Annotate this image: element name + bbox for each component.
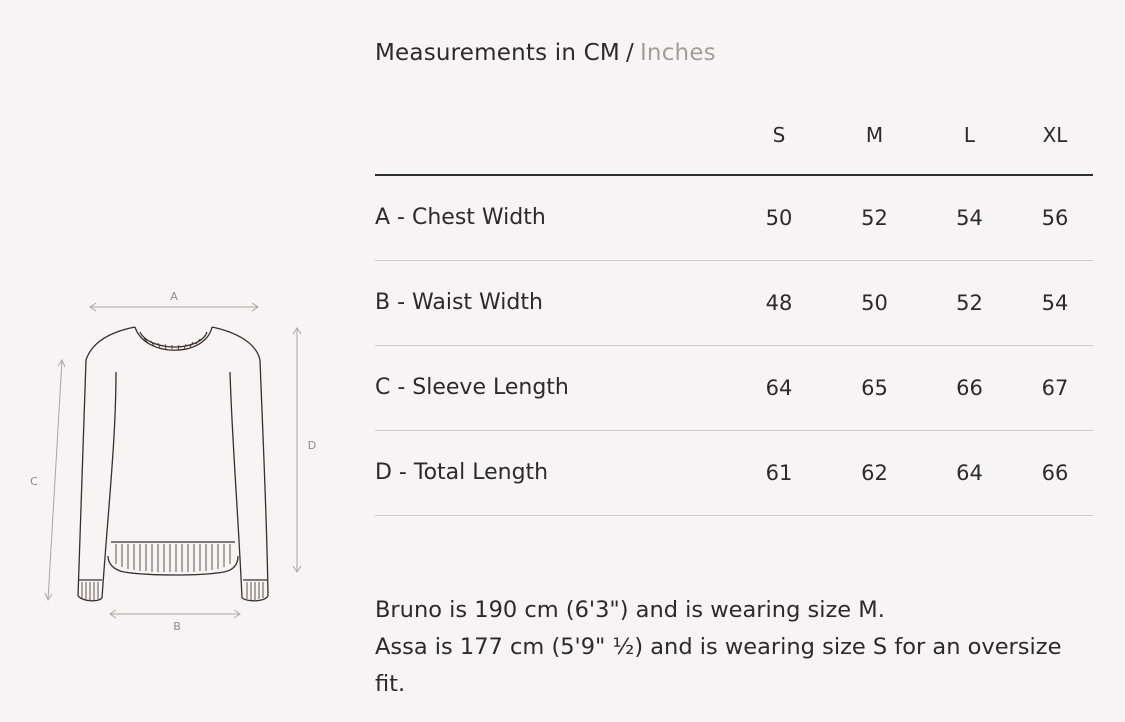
table-cell: 66 <box>922 345 1017 430</box>
column-header-xl: XL <box>1017 95 1093 175</box>
table-cell: 61 <box>731 430 827 515</box>
dimension-label-c: C <box>30 475 38 488</box>
unit-separator: / <box>625 40 634 66</box>
table-cell: 48 <box>731 260 827 345</box>
row-label: B - Waist Width <box>375 260 731 345</box>
table-cell: 54 <box>1017 260 1093 345</box>
sweater-outline <box>78 327 268 601</box>
table-header-row <box>375 95 1093 175</box>
header-blank <box>375 95 731 175</box>
row-label: C - Sleeve Length <box>375 345 731 430</box>
unit-cm-option[interactable]: Measurements in CM <box>375 40 620 66</box>
table-row-total-length <box>375 430 1093 515</box>
table-cell: 56 <box>1017 175 1093 260</box>
table-cell: 50 <box>731 175 827 260</box>
fit-note-assa: Assa is 177 cm (5'9" ½) and is wearing size S for an oversize fit. <box>375 634 1062 697</box>
sweater-illustration <box>20 280 330 640</box>
sweater-diagram <box>20 280 330 640</box>
row-label: D - Total Length <box>375 430 731 515</box>
table-cell: 67 <box>1017 345 1093 430</box>
table-row-waist-width <box>375 260 1093 345</box>
fit-note-bruno: Bruno is 190 cm (6'3") and is wearing size M. <box>375 597 885 623</box>
table-row-chest-width <box>375 175 1093 260</box>
table-cell: 66 <box>1017 430 1093 515</box>
dimension-label-b: B <box>173 620 181 633</box>
table-cell: 54 <box>922 175 1017 260</box>
column-header-l: L <box>922 95 1017 175</box>
table-cell: 52 <box>922 260 1017 345</box>
row-label: A - Chest Width <box>375 175 731 260</box>
column-header-m: M <box>827 95 922 175</box>
table-cell: 65 <box>827 345 922 430</box>
dimension-label-a: A <box>170 290 178 303</box>
table-cell: 64 <box>731 345 827 430</box>
table-cell: 62 <box>827 430 922 515</box>
table-cell: 64 <box>922 430 1017 515</box>
model-fit-notes <box>375 592 1075 703</box>
measurement-unit-toggle <box>375 40 716 66</box>
table-cell: 50 <box>827 260 922 345</box>
table-cell: 52 <box>827 175 922 260</box>
table-row-sleeve-length <box>375 345 1093 430</box>
unit-inches-option[interactable]: Inches <box>639 40 716 66</box>
column-header-s: S <box>731 95 827 175</box>
size-chart-table <box>375 95 1093 516</box>
dimension-label-d: D <box>307 439 317 452</box>
